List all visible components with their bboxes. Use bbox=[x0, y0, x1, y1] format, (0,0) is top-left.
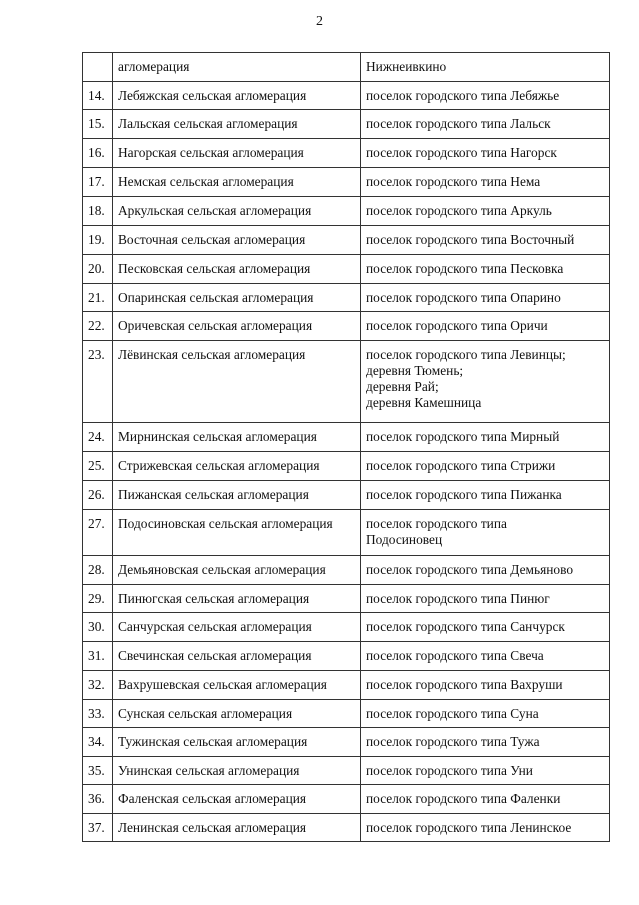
agglomeration-name: Фаленская сельская агломерация bbox=[113, 785, 361, 814]
row-number: 26. bbox=[83, 481, 113, 510]
row-number: 37. bbox=[83, 814, 113, 842]
row-number: 25. bbox=[83, 452, 113, 481]
row-number: 32. bbox=[83, 671, 113, 700]
agglomeration-name: Ленинская сельская агломерация bbox=[113, 814, 361, 842]
table-row bbox=[83, 613, 610, 642]
table-row bbox=[83, 785, 610, 814]
table-row bbox=[83, 82, 610, 110]
agglomeration-name: агломерация bbox=[113, 53, 361, 82]
agglomeration-name: Лебяжская сельская агломерация bbox=[113, 82, 361, 110]
center-settlement-line: деревня Камешница bbox=[366, 395, 482, 410]
center-settlement-line: поселок городского типа bbox=[366, 516, 507, 531]
table-row bbox=[83, 510, 610, 556]
agglomeration-center bbox=[361, 700, 610, 728]
agglomeration-name: Опаринская сельская агломерация bbox=[113, 284, 361, 312]
agglomeration-name: Тужинская сельская агломерация bbox=[113, 728, 361, 757]
agglomeration-name: Аркульская сельская агломерация bbox=[113, 197, 361, 226]
agglomeration-center bbox=[361, 556, 610, 585]
agglomeration-name: Лёвинская сельская агломерация bbox=[113, 341, 361, 423]
table-row bbox=[83, 814, 610, 842]
agglomeration-name: Подосиновская сельская агломерация bbox=[113, 510, 361, 556]
table-row-continuation bbox=[83, 53, 610, 82]
agglomeration-name: Немская сельская агломерация bbox=[113, 168, 361, 197]
agglomeration-center bbox=[361, 312, 610, 341]
agglomeration-center bbox=[361, 82, 610, 110]
agglomeration-table bbox=[82, 52, 610, 842]
table-row bbox=[83, 110, 610, 139]
agglomeration-name: Песковская сельская агломерация bbox=[113, 255, 361, 284]
center-settlement-line: поселок городского типа Восточный bbox=[366, 232, 575, 247]
table-row bbox=[83, 423, 610, 452]
agglomeration-center bbox=[361, 728, 610, 757]
table-row bbox=[83, 284, 610, 312]
row-number: 18. bbox=[83, 197, 113, 226]
center-settlement-line: деревня Рай; bbox=[366, 379, 439, 394]
agglomeration-center bbox=[361, 785, 610, 814]
center-settlement-line: поселок городского типа Лебяжье bbox=[366, 88, 560, 103]
table-row bbox=[83, 671, 610, 700]
center-settlement-line: поселок городского типа Уни bbox=[366, 763, 533, 778]
table-row bbox=[83, 168, 610, 197]
row-number: 14. bbox=[83, 82, 113, 110]
table-row bbox=[83, 226, 610, 255]
center-settlement-line: поселок городского типа Санчурск bbox=[366, 619, 565, 634]
table-row bbox=[83, 642, 610, 671]
row-number: 27. bbox=[83, 510, 113, 556]
agglomeration-center bbox=[361, 585, 610, 613]
agglomeration-name: Унинская сельская агломерация bbox=[113, 757, 361, 785]
center-settlement-line: поселок городского типа Суна bbox=[366, 706, 539, 721]
row-number: 17. bbox=[83, 168, 113, 197]
agglomeration-center bbox=[361, 226, 610, 255]
row-number: 35. bbox=[83, 757, 113, 785]
center-settlement-line: поселок городского типа Левинцы; bbox=[366, 347, 566, 362]
agglomeration-name: Нагорская сельская агломерация bbox=[113, 139, 361, 168]
center-settlement-line: Подосиновец bbox=[366, 532, 443, 547]
agglomeration-center bbox=[361, 613, 610, 642]
table-row bbox=[83, 341, 610, 423]
agglomeration-name: Стрижевская сельская агломерация bbox=[113, 452, 361, 481]
row-number: 23. bbox=[83, 341, 113, 423]
center-settlement-line: поселок городского типа Свеча bbox=[366, 648, 544, 663]
table-body bbox=[83, 53, 610, 842]
agglomeration-center bbox=[361, 423, 610, 452]
center-settlement-line: поселок городского типа Аркуль bbox=[366, 203, 552, 218]
table-row bbox=[83, 481, 610, 510]
table-row bbox=[83, 757, 610, 785]
agglomeration-center bbox=[361, 814, 610, 842]
row-number: 19. bbox=[83, 226, 113, 255]
agglomeration-center bbox=[361, 642, 610, 671]
table-row bbox=[83, 585, 610, 613]
row-number: 29. bbox=[83, 585, 113, 613]
center-settlement-line: поселок городского типа Вахруши bbox=[366, 677, 563, 692]
row-number: 28. bbox=[83, 556, 113, 585]
center-settlement-line: поселок городского типа Пижанка bbox=[366, 487, 562, 502]
center-settlement-line: поселок городского типа Песковка bbox=[366, 261, 564, 276]
row-number: 24. bbox=[83, 423, 113, 452]
row-number bbox=[83, 53, 113, 82]
row-number: 22. bbox=[83, 312, 113, 341]
row-number: 20. bbox=[83, 255, 113, 284]
agglomeration-center bbox=[361, 481, 610, 510]
row-number: 30. bbox=[83, 613, 113, 642]
table-row bbox=[83, 255, 610, 284]
center-settlement-line: поселок городского типа Пинюг bbox=[366, 591, 550, 606]
agglomeration-name: Демьяновская сельская агломерация bbox=[113, 556, 361, 585]
table-row bbox=[83, 452, 610, 481]
center-settlement-line: поселок городского типа Нагорск bbox=[366, 145, 557, 160]
center-settlement-line: поселок городского типа Демьяново bbox=[366, 562, 574, 577]
row-number: 34. bbox=[83, 728, 113, 757]
agglomeration-center bbox=[361, 168, 610, 197]
table-row bbox=[83, 556, 610, 585]
row-number: 36. bbox=[83, 785, 113, 814]
agglomeration-center bbox=[361, 139, 610, 168]
agglomeration-center bbox=[361, 452, 610, 481]
center-settlement-line: деревня Тюмень; bbox=[366, 363, 464, 378]
agglomeration-name: Вахрушевская сельская агломерация bbox=[113, 671, 361, 700]
agglomeration-center bbox=[361, 671, 610, 700]
center-settlement-line: поселок городского типа Тужа bbox=[366, 734, 540, 749]
agglomeration-name: Санчурская сельская агломерация bbox=[113, 613, 361, 642]
row-number: 33. bbox=[83, 700, 113, 728]
agglomeration-center: Нижнеивкино bbox=[361, 53, 610, 82]
agglomeration-center bbox=[361, 255, 610, 284]
agglomeration-center bbox=[361, 757, 610, 785]
agglomeration-center bbox=[361, 510, 610, 556]
center-settlement-line: поселок городского типа Ленинское bbox=[366, 820, 572, 835]
center-settlement-line: поселок городского типа Нема bbox=[366, 174, 541, 189]
agglomeration-name: Лальская сельская агломерация bbox=[113, 110, 361, 139]
agglomeration-name: Мирнинская сельская агломерация bbox=[113, 423, 361, 452]
center-settlement-line: поселок городского типа Оричи bbox=[366, 318, 548, 333]
table-row bbox=[83, 312, 610, 341]
agglomeration-name: Пинюгская сельская агломерация bbox=[113, 585, 361, 613]
table-row bbox=[83, 700, 610, 728]
row-number: 15. bbox=[83, 110, 113, 139]
center-settlement-line: поселок городского типа Мирный bbox=[366, 429, 560, 444]
agglomeration-center bbox=[361, 110, 610, 139]
center-settlement-line: поселок городского типа Лальск bbox=[366, 116, 551, 131]
page-number: 2 bbox=[316, 14, 323, 29]
agglomeration-name: Пижанская сельская агломерация bbox=[113, 481, 361, 510]
center-settlement-line: поселок городского типа Фаленки bbox=[366, 791, 561, 806]
row-number: 16. bbox=[83, 139, 113, 168]
table-row bbox=[83, 197, 610, 226]
center-settlement-line: поселок городского типа Опарино bbox=[366, 290, 561, 305]
agglomeration-name: Сунская сельская агломерация bbox=[113, 700, 361, 728]
table-row bbox=[83, 728, 610, 757]
center-settlement-line: поселок городского типа Стрижи bbox=[366, 458, 556, 473]
row-number: 31. bbox=[83, 642, 113, 671]
agglomeration-center bbox=[361, 341, 610, 423]
agglomeration-name: Оричевская сельская агломерация bbox=[113, 312, 361, 341]
table-row bbox=[83, 139, 610, 168]
agglomeration-name: Восточная сельская агломерация bbox=[113, 226, 361, 255]
agglomeration-center bbox=[361, 284, 610, 312]
agglomeration-center bbox=[361, 197, 610, 226]
row-number: 21. bbox=[83, 284, 113, 312]
agglomeration-name: Свечинская сельская агломерация bbox=[113, 642, 361, 671]
